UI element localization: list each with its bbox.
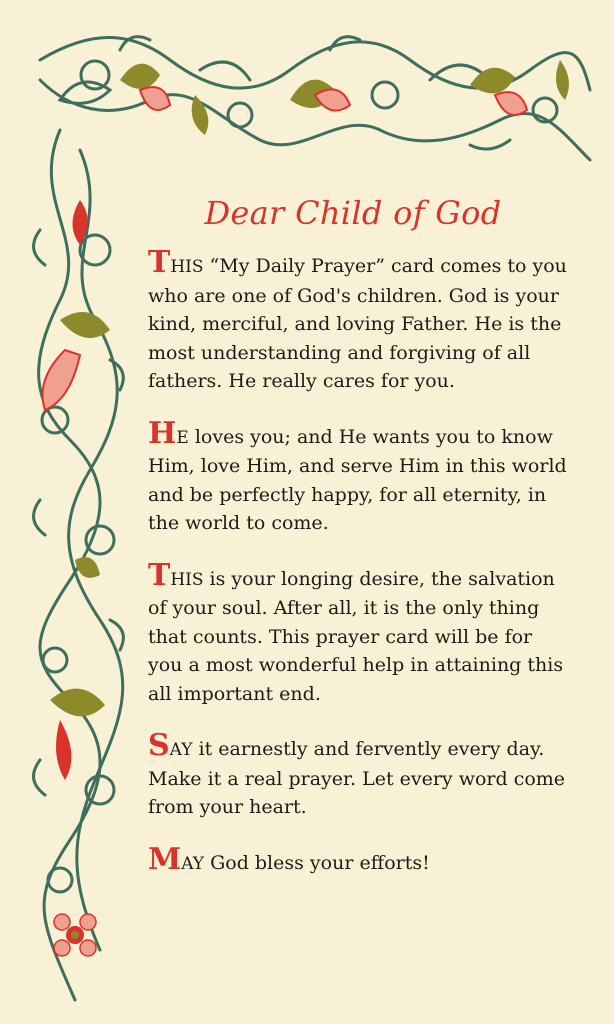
- paragraph-text: it earnestly and fervently every day. Make it a real prayer. Let every word come from your heart.: [148, 738, 566, 818]
- paragraph-1: [148, 245, 568, 396]
- paragraph-3: [148, 557, 568, 709]
- drop-cap: S: [148, 728, 170, 763]
- small-caps: AY: [169, 740, 193, 760]
- small-caps: HIS: [170, 569, 204, 590]
- bottom-flower-icon: [54, 914, 96, 956]
- paragraph-text: God bless your efforts!: [204, 851, 430, 874]
- drop-cap: M: [148, 841, 182, 877]
- small-caps: AY: [181, 853, 205, 874]
- page-title: Dear Child of God: [204, 194, 502, 232]
- paragraph-text: loves you; and He wants you to know Him, love Him, and serve Him in this world and be perfectly happy, for all eternity, in the world to come.: [148, 425, 567, 534]
- drop-cap: T: [148, 245, 171, 280]
- small-caps: HIS: [170, 257, 204, 277]
- paragraph-text: is your longing desire, the salvation of your soul. After all, it is the only thing that counts. This prayer card will be for you a most wonderful help in attaining this all important end.: [148, 567, 564, 705]
- letter-body: [148, 194, 588, 905]
- paragraph-4: [148, 728, 568, 822]
- paragraph-5: [148, 841, 568, 879]
- small-caps: E: [176, 427, 189, 448]
- paragraph-2: [148, 415, 568, 538]
- drop-cap: H: [148, 415, 177, 451]
- drop-cap: T: [148, 557, 171, 593]
- paragraph-text: “My Daily Prayer” card comes to you who are one of God's children. God is your kind, merciful, and loving Father. He is the most understanding and forgiving of all fathers. He really cares for you.: [148, 255, 567, 392]
